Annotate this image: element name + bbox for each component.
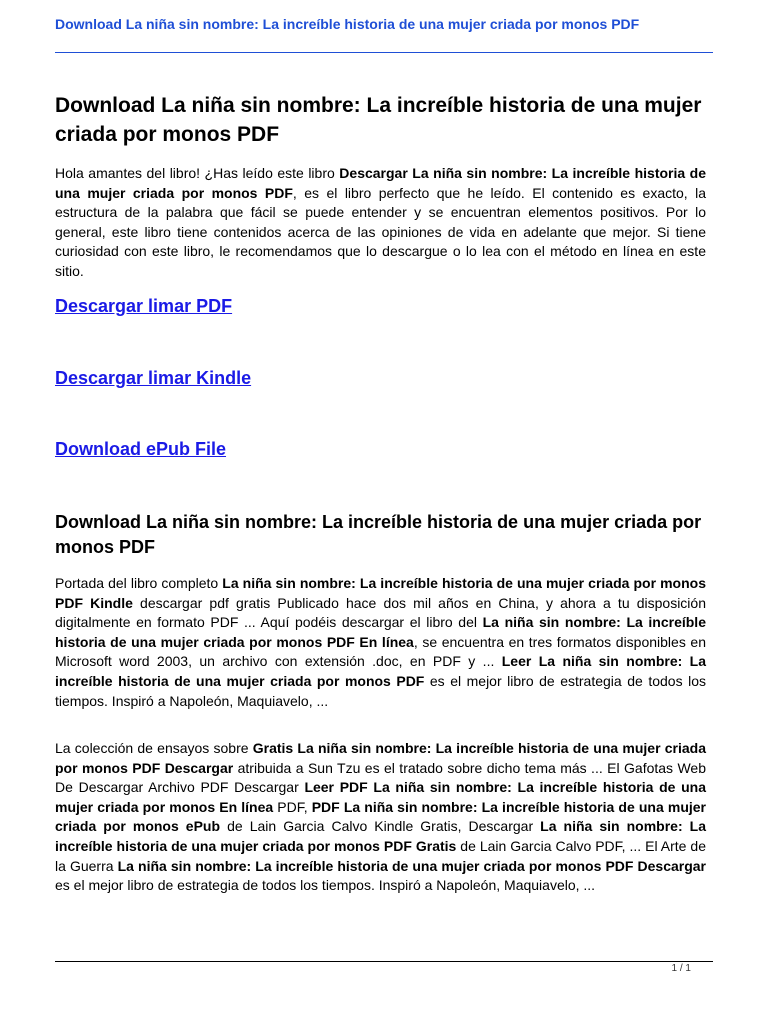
download-pdf-link[interactable]: Descargar limar PDF [55, 296, 233, 316]
body2-bold-2: Leer PDF La niña sin nombre: La increíble historia de una mujer criada por monos En línea [55, 779, 706, 815]
intro-text-1: Hola amantes del libro! ¿Has leído este libro [55, 165, 340, 181]
body1-bold-2: La niña sin nombre: La increíble historia de una mujer criada por monos PDF En línea [55, 614, 706, 650]
body1-bold-1: La niña sin nombre: La increíble historia de una mujer criada por monos PDF Kindle [55, 575, 706, 611]
body2-text-4: de Lain Garcia Calvo Kindle Gratis, Descargar [220, 818, 541, 835]
body1-text-4: es el mejor libro de estrategia de todos los tiempos. Inspiró a Napoleón, Maquiavelo, ... [55, 672, 706, 709]
body2-bold-4: La niña sin nombre: La increíble historia de una mujer criada por monos PDF Gratis [55, 818, 706, 854]
page-title: Download La niña sin nombre: La increíble historia de una mujer criada por monos PDF [55, 94, 702, 146]
body1-text-1: Portada del libro completo [55, 575, 223, 591]
body2-bold-3: PDF La niña sin nombre: La increíble historia de una mujer criada por monos ePub [55, 798, 706, 835]
document-page [55, 0, 713, 1024]
body1-bold-3: Leer La niña sin nombre: La increíble historia de una mujer criada por monos PDF [55, 653, 706, 689]
footer-divider [55, 961, 713, 962]
download-epub-link[interactable]: Download ePub File [55, 439, 227, 459]
body2-text-5: de Lain Garcia Calvo PDF, ... El Arte de la Guerra [55, 837, 706, 874]
intro-text-2: , es el libro perfecto que he leído. El contenido es exacto, la estructura de la palabra que fácil se puede entender y se encuentran elementos positivos. Por lo general, este libro tiene contenidos acerca de las opiniones de vida en adelante que mejor. Si tiene curiosidad con este libro, le recomendamos que lo descargue o lo lea con el método en línea en este sitio. [55, 184, 707, 279]
body2-text-2: atribuida a Sun Tzu es el tratado sobre dicho tema más ... El Gafotas Web De Descargar Archivo PDF Descargar [55, 759, 706, 796]
body2-text-1: La colección de ensayos sobre [55, 740, 253, 756]
body-paragraph-2 [55, 739, 706, 896]
body-paragraph-1 [55, 574, 706, 711]
body2-bold-1: Gratis La niña sin nombre: La increíble historia de una mujer criada por monos PDF Descargar [55, 740, 706, 776]
intro-bold-1: Descargar La niña sin nombre: La increíble historia de una mujer criada por monos PDF [55, 165, 706, 201]
intro-paragraph [55, 164, 706, 282]
download-kindle-link[interactable]: Descargar limar Kindle [55, 368, 252, 388]
body1-text-2: descargar pdf gratis Publicado hace dos mil años en China, y ahora a tu disposición digitalmente en formato PDF ... Aquí podéis descargar el libro del [55, 594, 706, 631]
body2-text-6: es el mejor libro de estrategia de todos los tiempos. Inspiró a Napoleón, Maquiavelo, ... [55, 877, 596, 894]
running-header: Download La niña sin nombre: La increíble historia de una mujer criada por monos PDF [55, 16, 640, 32]
body2-bold-5: La niña sin nombre: La increíble historia de una mujer criada por monos PDF Descargar [117, 857, 707, 874]
section-heading: Download La niña sin nombre: La increíble historia de una mujer criada por monos PDF [55, 512, 702, 557]
header-divider [55, 52, 713, 53]
body2-text-3: PDF, [273, 798, 312, 815]
body1-text-3: , se encuentra en tres formatos disponibles en Microsoft word 2003, un archivo con extensión .doc, en PDF y ... [55, 633, 707, 670]
page-number: 1 / 1 [671, 963, 691, 974]
